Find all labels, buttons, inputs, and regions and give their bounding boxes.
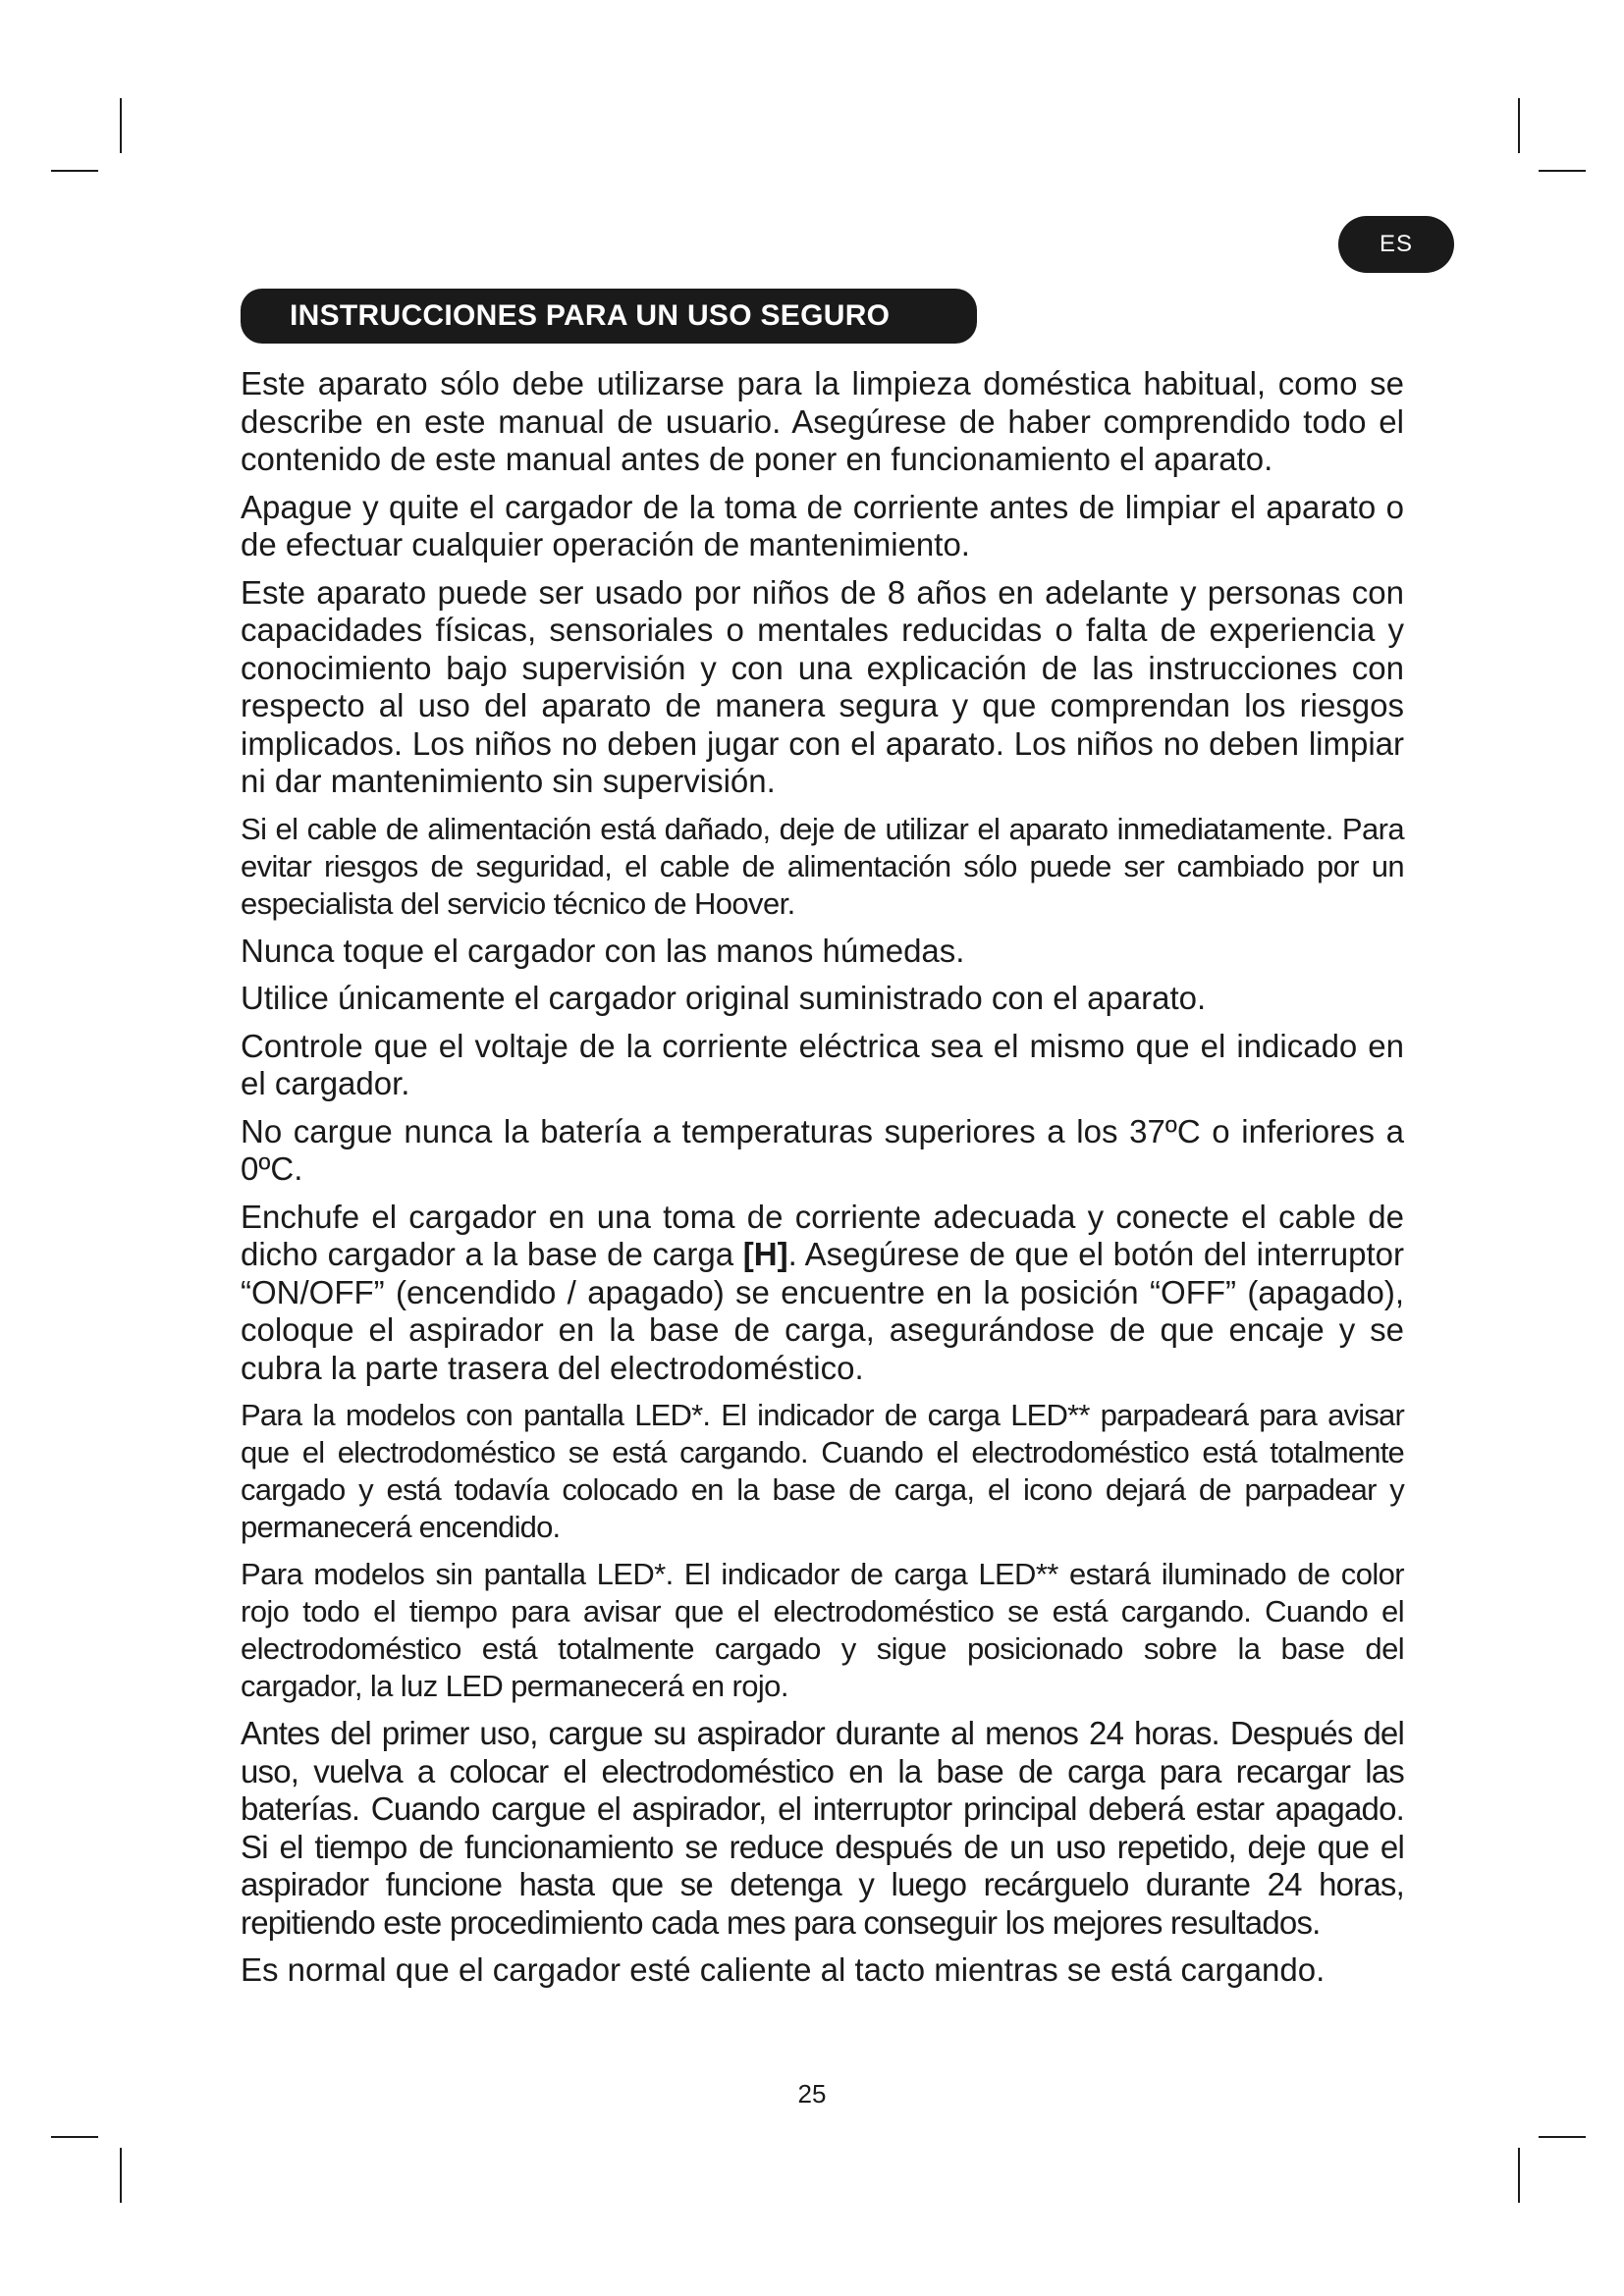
language-badge: ES (1338, 216, 1454, 273)
paragraph-wet-hands: Nunca toque el cargador con las manos húmedas. (241, 932, 965, 969)
crop-mark-top-left-horizontal (51, 170, 98, 172)
crop-mark-bottom-left-vertical (120, 2148, 122, 2203)
crop-mark-bottom-right-horizontal (1539, 2136, 1586, 2138)
charging-base-reference: [H] (742, 1236, 788, 1272)
crop-mark-bottom-left-horizontal (51, 2136, 98, 2138)
paragraph-non-led-models: Para modelos sin pantalla LED*. El indicador de carga LED** estará iluminado de color rojo todo el tiempo para avisar que el electrodoméstico se está cargando. Cuando el electrodoméstico está totalmente cargado y sigue posicionado sobre la base del cargador, la luz LED permanecerá en rojo. (241, 1557, 1404, 1703)
section-title: INSTRUCCIONES PARA UN USO SEGURO (241, 289, 977, 344)
paragraph-original-charger: Utilice únicamente el cargador original suministrado con el aparato. (241, 980, 1207, 1016)
charging-setup-text-start: Enchufe el cargador en una toma de corriente adecuada y conecte el cable de dicho cargador a la base de carga (241, 1198, 1404, 1272)
paragraph-charging-setup (241, 1199, 1404, 1388)
paragraph-unplug-before-cleaning: Apague y quite el cargador de la toma de corriente antes de limpiar el aparato o de efectuar cualquier operación de mantenimiento. (241, 488, 1404, 562)
crop-mark-top-right-vertical (1518, 98, 1520, 153)
charging-setup-text-end: . Asegúrese de que el botón del interruptor “ON/OFF” (encendido / apagado) se encuentre en la posición “OFF” (apagado), coloque el aspirador en la base de carga, asegurándose de que encaje y se cubra la parte trasera del electrodoméstico. (241, 1236, 1404, 1386)
paragraph-first-use-charging: Antes del primer uso, cargue su aspirador durante al menos 24 horas. Después del uso, vuelva a colocar el electrodoméstico en la base de carga para recargar las baterías. Cuando cargue el aspirador, el interruptor principal deberá estar apagado. Si el tiempo de funcionamiento se reduce después de un uso repetido, deje que el aspirador funcione hasta que se detenga y luego recárguelo durante 24 horas, repitiendo este procedimiento cada mes para conseguir los mejores resultados. (241, 1715, 1404, 1941)
paragraph-intended-use: Este aparato sólo debe utilizarse para la limpieza doméstica habitual, como se describe en este manual de usuario. Asegúrese de haber comprendido todo el contenido de este manual antes de poner en funcionamiento el aparato. (241, 365, 1404, 477)
paragraph-children-supervision: Este aparato puede ser usado por niños de 8 años en adelante y personas con capacidades físicas, sensoriales o mentales reducidas o falta de experiencia y conocimiento bajo supervisión y con una explicación de las instrucciones con respecto al uso del aparato de manera segura y que comprendan los riesgos implicados. Los niños no deben jugar con el aparato. Los niños no deben limpiar ni dar mantenimiento sin supervisión. (241, 573, 1404, 799)
paragraph-damaged-cable: Si el cable de alimentación está dañado, deje de utilizar el aparato inmediatamente. Para evitar riesgos de seguridad, el cable de alimentación sólo puede ser cambiado por un especialista del servicio técnico de Hoover. (241, 811, 1404, 921)
paragraph-voltage-check: Controle que el voltaje de la corriente eléctrica sea el mismo que el indicado en el cargador. (241, 1027, 1404, 1101)
crop-mark-top-right-horizontal (1539, 170, 1586, 172)
paragraph-led-display-models: Para la modelos con pantalla LED*. El indicador de carga LED** parpadeará para avisar que el electrodoméstico se está cargando. Cuando el electrodoméstico está totalmente cargado y está todavía colocado en la base de carga, el icono dejará de parpadear y permanecerá encendido. (241, 1398, 1404, 1544)
crop-mark-bottom-right-vertical (1518, 2148, 1520, 2203)
paragraph-charger-warm: Es normal que el cargador esté caliente al tacto mientras se está cargando. (241, 1951, 1326, 1988)
page-number: 25 (797, 2079, 827, 2109)
paragraph-temperature-limits: No cargue nunca la batería a temperaturas superiores a los 37ºC o inferiores a 0ºC. (241, 1112, 1404, 1187)
instructions-body (241, 365, 1404, 2000)
crop-mark-top-left-vertical (120, 98, 122, 153)
